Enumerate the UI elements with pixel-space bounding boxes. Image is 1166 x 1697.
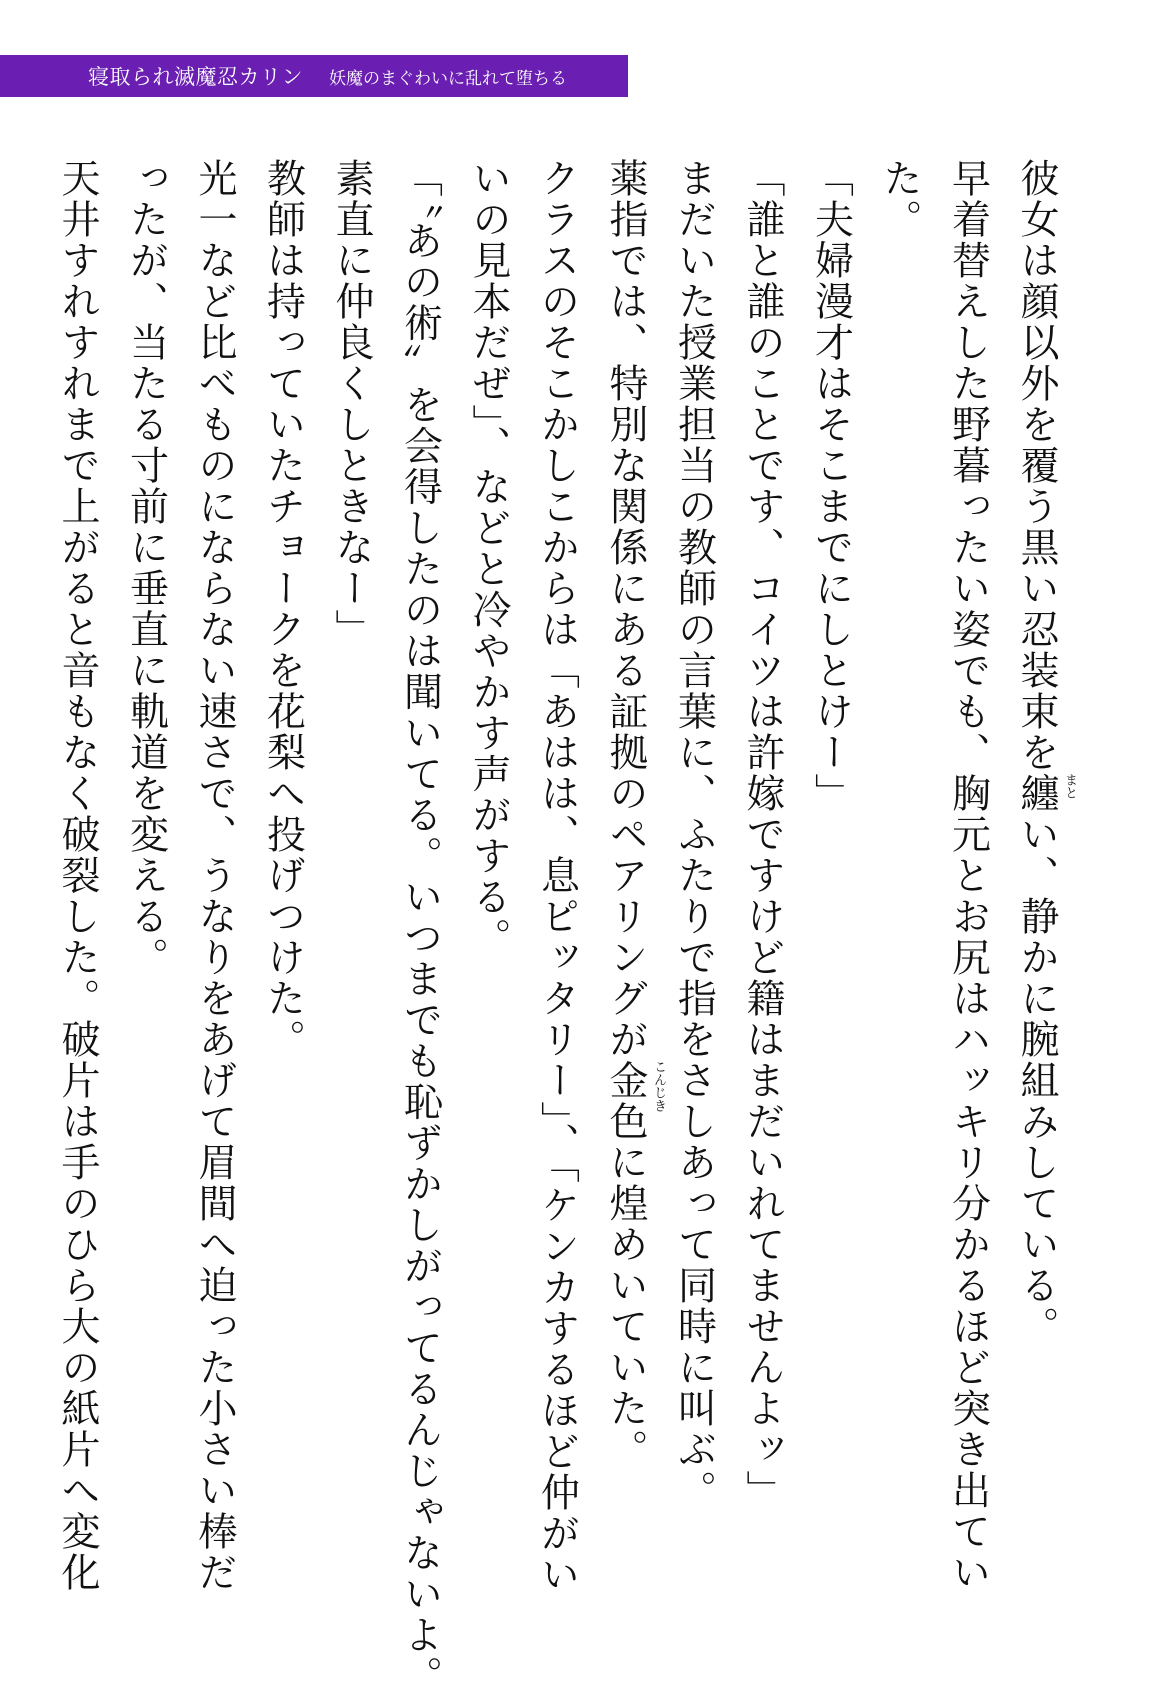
text-line-1 — [1002, 158, 1077, 1558]
ruby-reading: まと — [1062, 773, 1077, 799]
text-segment: に煌めいていた。 — [603, 1142, 648, 1470]
text-line-6: まだいた授業担当の教師の言葉に、ふたりで指をさしあって同時に叫ぶ。 — [671, 158, 717, 1511]
text-line-5: 「誰と誰のことです、コイツは許嫁ですけど籍はまだいれてませんよッ」 — [740, 158, 785, 1511]
book-title: 寝取られ滅魔忍カリン — [88, 65, 303, 89]
ruby-matoi — [1014, 773, 1077, 814]
text-line-9: いの見本だぜ」、などと冷やかす声がする。 — [466, 158, 511, 959]
text-segment: い、静かに腕組みしている。 — [1014, 814, 1059, 1347]
vertical-body-text — [43, 158, 1077, 1697]
text-segment: 彼女は顔以外を覆う黒い忍装束を — [1014, 158, 1059, 773]
ruby-base: 金色 — [603, 1060, 648, 1142]
text-line-14: ったが、当たる寸前に垂直に軌道を変える。 — [123, 158, 169, 978]
book-subtitle: 妖魔のまぐわいに乱れて堕ちる — [329, 68, 567, 89]
text-line-11: 素直に仲良くしときなー」 — [329, 158, 374, 650]
ruby-base: 纏 — [1014, 773, 1059, 814]
text-line-13: 光一など比べものにならない速さで、うなりをあげて眉間へ迫った小さい棒だ — [192, 158, 237, 1593]
ruby-reading: こんじき — [651, 1060, 666, 1112]
text-line-4: 「夫婦漫才はそこまでにしとけー」 — [808, 158, 854, 814]
text-line-3: た。 — [877, 158, 922, 240]
text-line-7 — [591, 158, 666, 1558]
text-line-15: 天井すれすれまで上がると音もなく破裂した。破片は手のひら大の紙片へ変化 — [55, 158, 100, 1593]
running-header — [0, 55, 628, 97]
ruby-konjiki — [603, 1060, 666, 1142]
text-line-10: 「〝あの術〟を会得したのは聞いてる。いつまでも恥ずかしがってるんじゃないよ。 — [397, 158, 443, 1697]
text-line-2: 早着替えした野暮ったい姿でも、胸元とお尻はハッキリ分かるほど突き出てい — [945, 158, 991, 1593]
text-line-12: 教師は持っていたチョークを花梨へ投げつけた。 — [260, 158, 306, 1060]
text-line-8: クラスのそこかしこからは「あはは、息ピッタリー」、「ケンカするほど仲がい — [534, 158, 580, 1595]
text-segment: 薬指では、特別な関係にある証拠のペアリングが — [603, 158, 648, 1060]
